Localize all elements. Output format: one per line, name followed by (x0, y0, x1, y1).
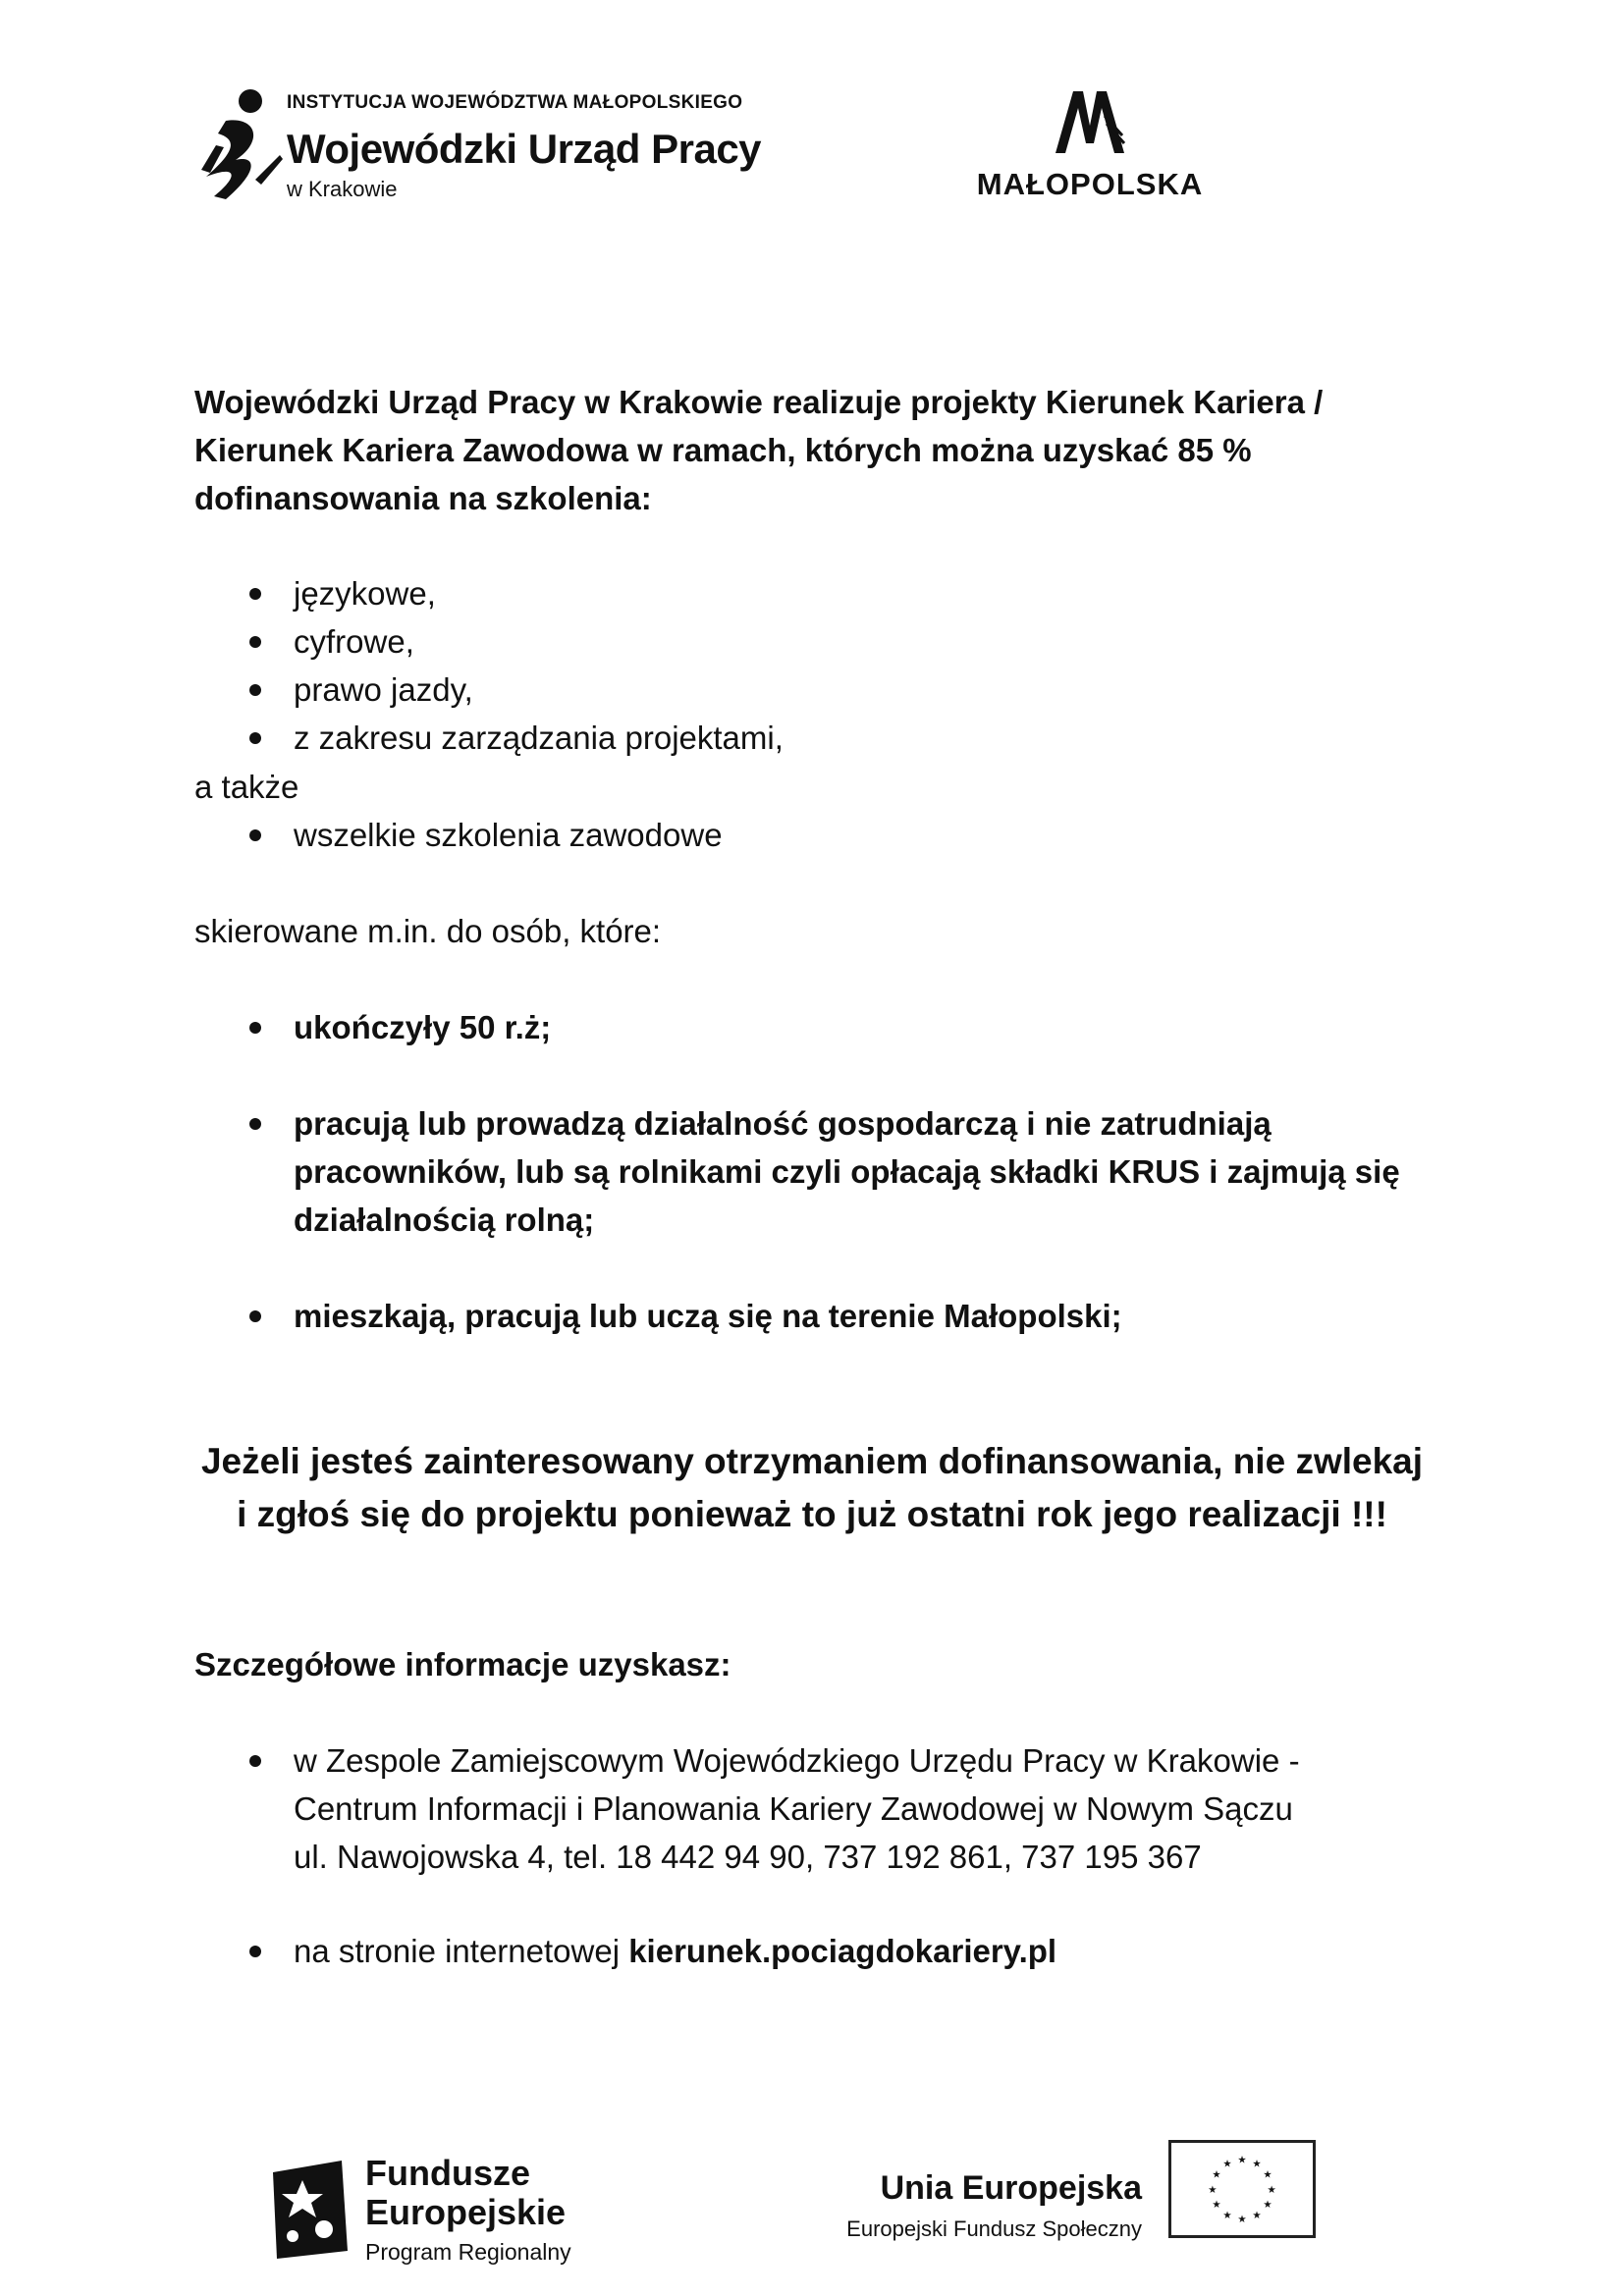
ue-logo (815, 2130, 1326, 2268)
fe-line-3: Program Regionalny (365, 2239, 571, 2265)
eu-star-icon: ★ (1252, 2210, 1262, 2221)
list-item: z zakresu zarządzania projektami, (194, 714, 1471, 762)
web-prefix: na stronie internetowej (294, 1933, 629, 1969)
fe-star-icon (263, 2153, 357, 2261)
office-line-2: Centrum Informacji i Planowania Kariery Zawodowej w Nowym Sączu (294, 1790, 1293, 1827)
eu-star-icon: ★ (1237, 2155, 1247, 2166)
web-link[interactable]: kierunek.pociagdokariery.pl (628, 1933, 1057, 1969)
fe-line-1: Fundusze (365, 2153, 530, 2193)
eu-star-icon: ★ (1212, 2169, 1221, 2181)
wup-overline: INSTYTUCJA WOJEWÓDZTWA MAŁOPOLSKIEGO (287, 92, 743, 113)
eu-star-icon: ★ (1263, 2169, 1272, 2181)
eu-star-icon: ★ (1237, 2214, 1247, 2225)
list-item (194, 1927, 1471, 1975)
office-line-3: ul. Nawojowska 4, tel. 18 442 94 90, 737 192 861, 737 195 367 (294, 1839, 1202, 1875)
eu-star-icon: ★ (1222, 2210, 1232, 2221)
criteria-list (194, 1099, 1471, 1148)
details-heading: Szczegółowe informacje uzyskasz: (194, 1646, 731, 1682)
list-item: w Zespole Zamiejscowym Wojewódzkiego Urzędu Pracy w Krakowie - (194, 1736, 1471, 1785)
list-item: wszelkie szkolenia zawodowe (194, 811, 1471, 859)
details-list (194, 1736, 1471, 1785)
bullet-icon (249, 1755, 261, 1767)
wup-name: Wojewódzki Urząd Pracy (287, 126, 762, 172)
wup-logo (196, 86, 762, 204)
fe-logo (263, 2145, 656, 2272)
also-label: a także (194, 769, 299, 805)
intro-line-3: dofinansowania na szkolenia: (194, 480, 652, 516)
eu-star-icon: ★ (1252, 2159, 1262, 2170)
bullet-icon (249, 1946, 261, 1957)
bullet-icon (249, 732, 261, 744)
intro-line-2: Kierunek Kariera Zawodowa w ramach, których można uzyskać 85 % (194, 432, 1252, 468)
wup-logo-icon (196, 86, 285, 204)
list-item: pracują lub prowadzą działalność gospodarczą i nie zatrudniają (194, 1099, 1471, 1148)
criteria-list (194, 1292, 1471, 1340)
bullet-icon (249, 1310, 261, 1322)
criteria-2-line-3: działalnością rolną; (294, 1201, 595, 1238)
malopolska-logo (967, 86, 1213, 204)
malopolska-logo-icon (1046, 86, 1134, 155)
fe-line-2: Europejskie (365, 2192, 567, 2232)
details-list (194, 1927, 1471, 1975)
cta-line-1: Jeżeli jesteś zainteresowany otrzymaniem dofinansowania, nie zwlekaj (200, 1441, 1424, 1481)
ue-subtitle: Europejski Fundusz Społeczny (846, 2216, 1142, 2241)
eu-flag-icon (1168, 2140, 1316, 2238)
eu-star-icon: ★ (1267, 2184, 1276, 2196)
cta-line-2: i zgłoś się do projektu ponieważ to już ostatni rok jego realizacji !!! (237, 1494, 1387, 1534)
bullet-icon (249, 1022, 261, 1034)
bullet-icon (249, 684, 261, 696)
list-item: mieszkają, pracują lub uczą się na terenie Małopolski; (194, 1292, 1471, 1340)
wup-city: w Krakowie (287, 177, 398, 201)
bullet-icon (249, 636, 261, 648)
bullet-icon (249, 829, 261, 841)
training-list (194, 569, 1471, 762)
list-item: prawo jazdy, (194, 666, 1471, 714)
also-list (194, 811, 1471, 859)
eu-star-icon: ★ (1222, 2159, 1232, 2170)
list-item: cyfrowe, (194, 617, 1471, 666)
intro-line-1: Wojewódzki Urząd Pracy w Krakowie realizuje projekty Kierunek Kariera / (194, 384, 1324, 420)
target-intro: skierowane m.in. do osób, które: (194, 913, 662, 949)
criteria-2-line-2: pracowników, lub są rolnikami czyli opłacają składki KRUS i zajmują się (294, 1153, 1400, 1190)
malopolska-name: MAŁOPOLSKA (976, 167, 1204, 201)
bullet-icon (249, 588, 261, 600)
list-item: językowe, (194, 569, 1471, 617)
eu-star-icon: ★ (1212, 2199, 1221, 2211)
list-item: ukończyły 50 r.ż; (194, 1003, 1471, 1051)
eu-star-icon: ★ (1263, 2199, 1272, 2211)
ue-title: Unia Europejska (880, 2169, 1142, 2207)
eu-star-icon: ★ (1208, 2184, 1218, 2196)
criteria-list (194, 1003, 1471, 1051)
bullet-icon (249, 1118, 261, 1130)
